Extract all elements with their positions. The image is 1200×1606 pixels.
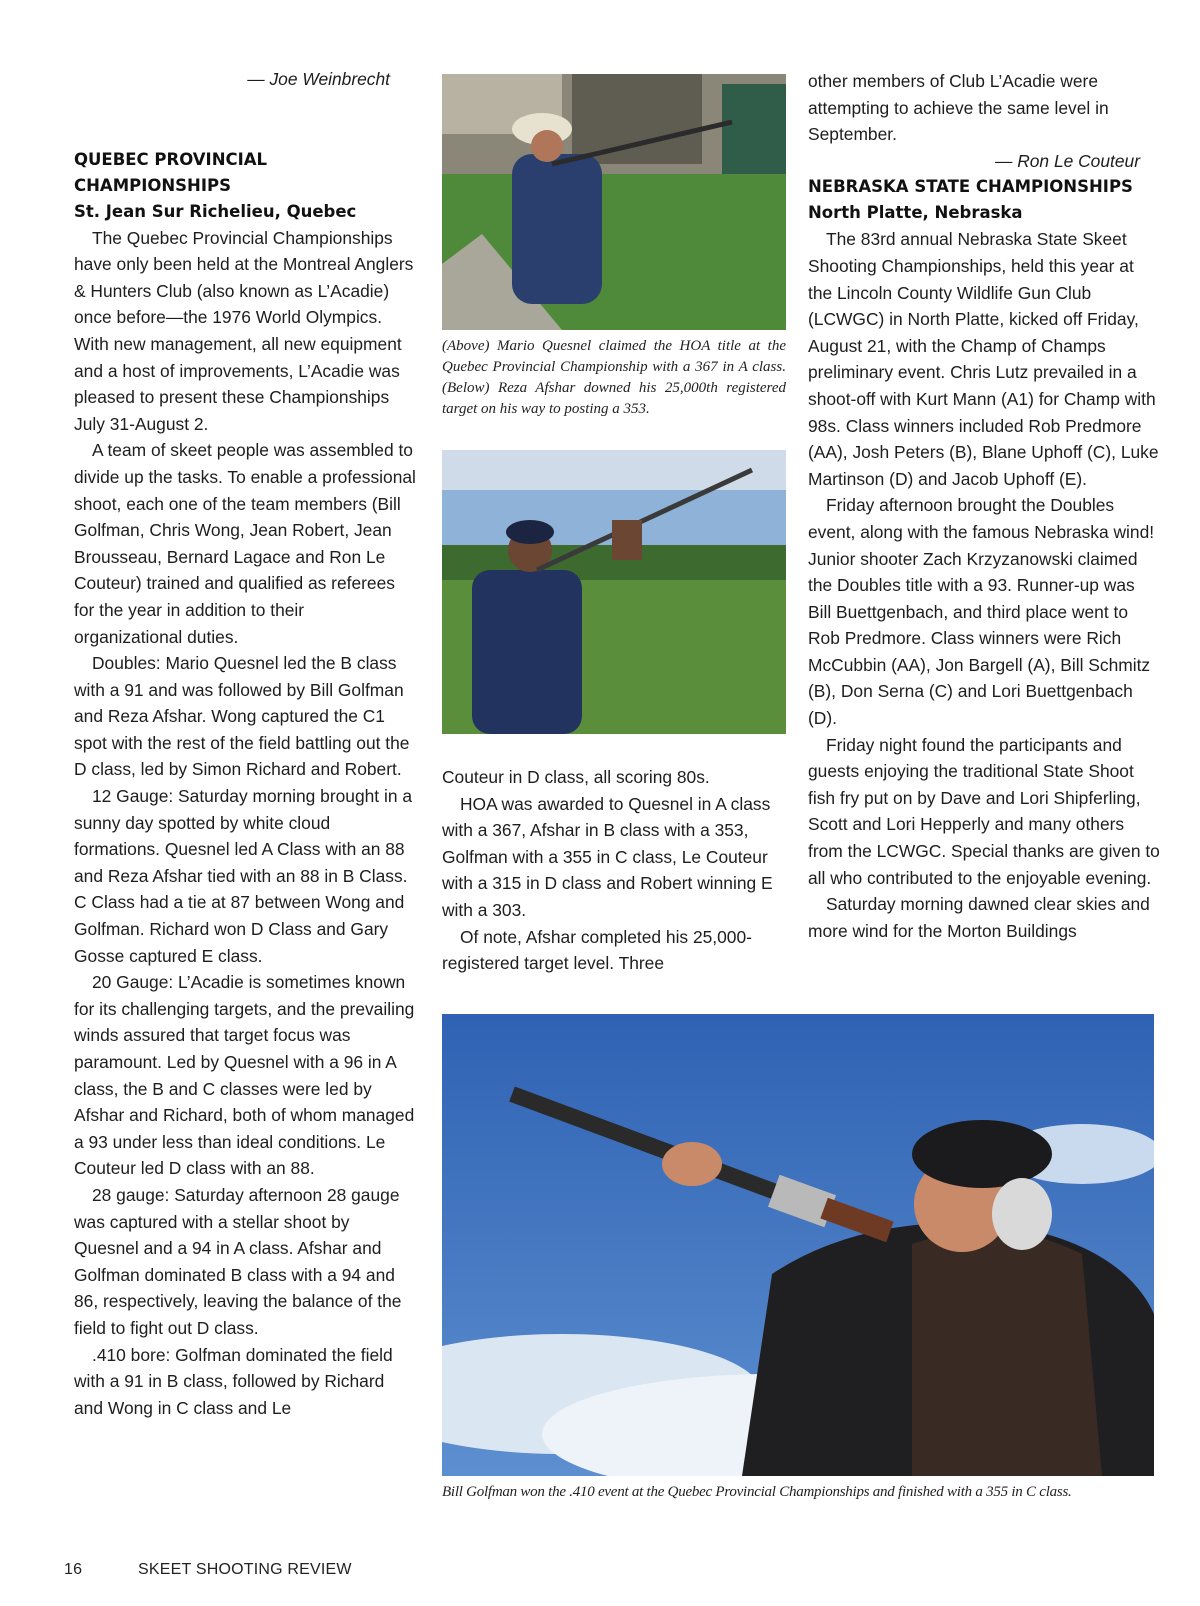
- photo-reza-afshar: [442, 450, 786, 734]
- publication-name: SKEET SHOOTING REVIEW: [138, 1561, 352, 1578]
- article-paragraph: Doubles: Mario Quesnel led the B class with a 91 and was followed by Bill Golfman and Reza Afshar. Wong captured the C1 spot with the rest of the field battling out the D class, led by Simon Richard and Robert.: [74, 653, 410, 780]
- article-paragraph: A team of skeet people was assembled to divide up the tasks. To enable a professional shoot, each one of the team members (Bill Golfman, Chris Wong, Jean Robert, Jean Brousseau, Bernard Lagace and Ron Le Couteur) trained and qualified as referees for the year in addition to their organizational duties.: [74, 440, 416, 647]
- quebec-location: St. Jean Sur Richelieu, Quebec: [74, 201, 357, 221]
- column-2: [442, 764, 782, 977]
- article-paragraph: 12 Gauge: Saturday morning brought in a sunny day spotted by white cloud formations. Quesnel led A Class with an 88 and Reza Afshar tied with an 88 in B Class. C Class had a tie at 87 between Wong and Golfman. Richard won D Class and Gary Gosse captured E class.: [74, 786, 413, 966]
- article-paragraph: HOA was awarded to Quesnel in A class with a 367, Afshar in B class with a 353, Golfman with a 355 in C class, Le Couteur with a 315 in D class and Robert winning E with a 303.: [442, 793, 773, 920]
- article-paragraph: 28 gauge: Saturday afternoon 28 gauge was captured with a stellar shoot by Quesnel and a 94 in A class. Afshar and Golfman dominated B class with a 94 and 86, respectively, leaving the balance of the field to fight out D class.: [74, 1184, 402, 1338]
- signoff-le-couteur: — Ron Le Couteur: [994, 150, 1140, 171]
- page-number: 16: [64, 1561, 83, 1578]
- article-paragraph: Friday night found the participants and guests enjoying the traditional State Shoot fish fry put on by Dave and Lori Shipferling, Scott and Lori Hepperly and many others from the LCWGC. Special thanks are given to all who contributed to the enjoyable evening.: [808, 734, 1160, 888]
- photo-bill-golfman: [442, 1014, 1154, 1476]
- photo-caption-quesnel-afshar: (Above) Mario Quesnel claimed the HOA title at the Quebec Provincial Championship with a 367 in A class. (Below) Reza Afshar downed his 25,000th registered target on his way to posting a 353.: [442, 338, 786, 417]
- nebraska-heading: NEBRASKA STATE CHAMPIONSHIPS: [808, 177, 1133, 197]
- signoff-weinbrecht: — Joe Weinbrecht: [247, 69, 390, 89]
- article-paragraph: Couteur in D class, all scoring 80s.: [442, 767, 710, 787]
- article-paragraph: Of note, Afshar completed his 25,000-registered target level. Three: [442, 926, 752, 974]
- column-3: [808, 68, 1160, 944]
- article-paragraph: The 83rd annual Nebraska State Skeet Shooting Championships, held this year at the Lincoln County Wildlife Gun Club (LCWGC) in North Platte, kicked off Friday, August 21, with the Champ of Champs preliminary event. Chris Lutz prevailed in a shoot-off with Kurt Mann (A1) for Champ with 98s. Class winners included Rob Predmore (AA), Josh Peters (B), Blane Uphoff (C), Luke Martinson (D) and Jacob Uphoff (E).: [808, 229, 1159, 489]
- column-1: [74, 66, 416, 1421]
- article-paragraph: other members of Club L’Acadie were attempting to achieve the same level in September.: [808, 71, 1109, 145]
- photo-mario-quesnel: [442, 74, 786, 330]
- article-paragraph: Friday afternoon brought the Doubles event, along with the famous Nebraska wind! Junior shooter Zach Krzyzanowski claimed the Doubles title with a 93. Runner-up was Bill Buettgenbach, and third place went to Rob Predmore. Class winners were Rich McCubbin (AA), Jon Bargell (A), Bill Schmitz (B), Don Serna (C) and Lori Buettgenbach (D).: [808, 495, 1155, 729]
- quebec-heading: QUEBEC PROVINCIAL CHAMPIONSHIPS: [74, 149, 268, 195]
- article-paragraph: The Quebec Provincial Championships have only been held at the Montreal Anglers & Hunters Club (also known as L’Acadie) once before—the 1976 World Olympics. With new management, all new equipment and a host of improvements, L’Acadie was pleased to present these Championships July 31-August 2.: [74, 227, 414, 434]
- article-paragraph: Saturday morning dawned clear skies and more wind for the Morton Buildings: [808, 894, 1150, 941]
- nebraska-location: North Platte, Nebraska: [808, 203, 1023, 223]
- photo-caption-golfman: Bill Golfman won the .410 event at the Quebec Provincial Championships and finished with a 355 in C class.: [442, 1484, 1072, 1500]
- article-paragraph: .410 bore: Golfman dominated the field with a 91 in B class, followed by Richard and Wong in C class and Le: [74, 1344, 393, 1418]
- article-paragraph: 20 Gauge: L’Acadie is sometimes known for its challenging targets, and the prevailing winds assured that target focus was paramount. Led by Quesnel with a 96 in A class, the B and C classes were led by Afshar and Richard, both of whom managed a 93 under less than ideal conditions. Le Couteur led D class with an 88.: [74, 972, 415, 1179]
